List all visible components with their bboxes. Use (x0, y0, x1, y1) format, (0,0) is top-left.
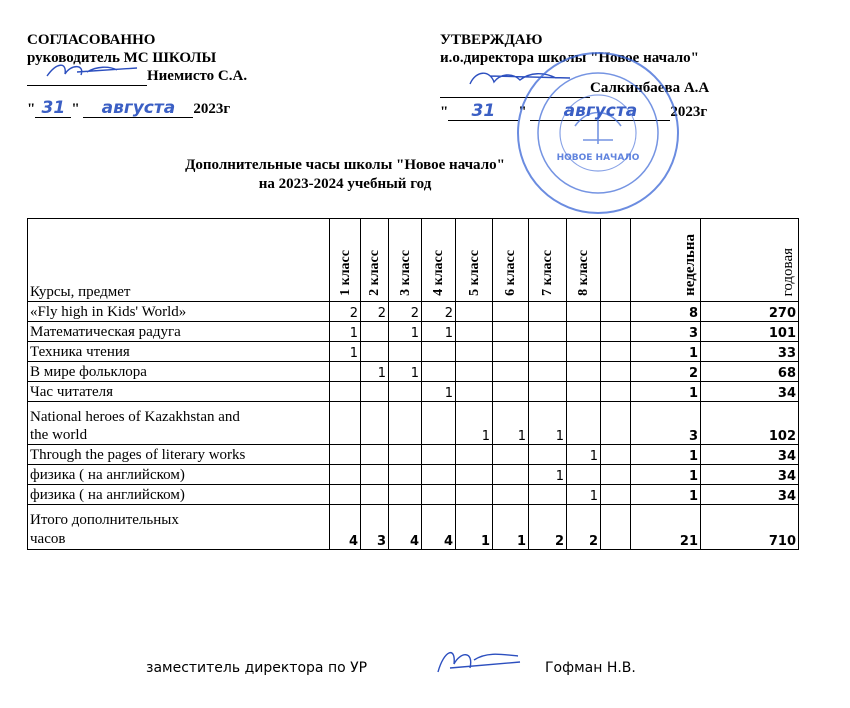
course-name: Математическая радуга (28, 322, 330, 342)
grade-cell (529, 362, 567, 382)
weekly-hours: 1 (631, 342, 701, 362)
right-approval-heading: УТВЕРЖДАЮ (440, 32, 543, 48)
grade-cell (361, 445, 389, 465)
yearly-header: годовая (701, 219, 799, 302)
grade-cell (493, 485, 529, 505)
grade-cell (601, 485, 631, 505)
grade-cell (601, 302, 631, 322)
total-row (28, 505, 799, 550)
table-row (28, 485, 799, 505)
grade-header (601, 219, 631, 302)
yearly-hours: 68 (701, 362, 799, 382)
doc-title-line1: Дополнительные часы школы "Новое начало" (185, 157, 505, 173)
grade-cell (389, 402, 422, 445)
grade-cell (493, 465, 529, 485)
grade-cell: 1 (456, 402, 493, 445)
grade-cell (493, 302, 529, 322)
grade-cell: 1 (361, 362, 389, 382)
left-approval-name: Ниемисто С.А. (147, 68, 248, 84)
right-date-day: 31 (448, 103, 518, 121)
grade-cell (601, 362, 631, 382)
table-row (28, 342, 799, 362)
grade-cell (389, 485, 422, 505)
grade-cell (361, 485, 389, 505)
grade-cell: 2 (422, 302, 456, 322)
grade-cell (422, 445, 456, 465)
left-signature-scribble (37, 60, 157, 80)
grade-cell (422, 485, 456, 505)
grade-cell (422, 342, 456, 362)
grade-cell: 2 (361, 302, 389, 322)
grade-cell: 1 (567, 485, 601, 505)
grade-cell (330, 485, 361, 505)
table-row (28, 382, 799, 402)
table-header-row (28, 219, 799, 302)
left-approval-signature-line (27, 68, 247, 86)
grade-cell (330, 445, 361, 465)
grade-cell: 1 (422, 382, 456, 402)
grade-cell (529, 485, 567, 505)
grade-cell (389, 342, 422, 362)
yearly-hours: 33 (701, 342, 799, 362)
grade-cell (330, 465, 361, 485)
right-approval-date: " 31 " августа 2023г (440, 101, 708, 121)
table-row (28, 302, 799, 322)
table-row (28, 402, 799, 445)
table-row (28, 322, 799, 342)
course-name: физика ( на английском) (28, 485, 330, 505)
left-date-year: 2023г (193, 101, 231, 117)
table-row (28, 445, 799, 465)
grade-cell: 1 (493, 402, 529, 445)
grade-cell (456, 362, 493, 382)
grade-cell (493, 322, 529, 342)
total-grade-cell: 3 (361, 505, 389, 550)
grade-cell (601, 342, 631, 362)
weekly-hours: 1 (631, 445, 701, 465)
grade-cell (567, 465, 601, 485)
grade-header: 1 класс (330, 219, 361, 302)
stamp-center-text: НОВОЕ НАЧАЛО (556, 153, 640, 163)
grade-cell (361, 465, 389, 485)
total-grade-cell: 1 (493, 505, 529, 550)
grade-cell (456, 342, 493, 362)
doc-title-line2: на 2023-2024 учебный год (258, 176, 432, 192)
yearly-hours: 34 (701, 382, 799, 402)
grade-cell (493, 362, 529, 382)
grade-cell (389, 465, 422, 485)
right-date-month: августа (530, 103, 670, 121)
course-name: Техника чтения (28, 342, 330, 362)
grade-cell (456, 485, 493, 505)
grade-cell (529, 445, 567, 465)
left-approval-date: " 31 " августа 2023г (27, 98, 231, 118)
weekly-hours: 2 (631, 362, 701, 382)
grade-cell (601, 402, 631, 445)
grade-header: 4 класс (422, 219, 456, 302)
grade-cell: 1 (529, 465, 567, 485)
grade-cell (529, 382, 567, 402)
right-date-year: 2023г (670, 104, 708, 120)
course-name: физика ( на английском) (28, 465, 330, 485)
grade-cell: 2 (330, 302, 361, 322)
grade-header: 6 класс (493, 219, 529, 302)
weekly-hours: 1 (631, 382, 701, 402)
left-date-month: августа (83, 100, 193, 118)
grade-cell (529, 342, 567, 362)
grade-cell (456, 445, 493, 465)
total-grade-cell: 1 (456, 505, 493, 550)
course-name: Час читателя (28, 382, 330, 402)
footer-signature (430, 642, 530, 682)
grade-cell: 1 (389, 362, 422, 382)
left-signature (27, 68, 147, 86)
grade-cell (567, 362, 601, 382)
grade-cell (361, 382, 389, 402)
footer-name: Гофман Н.В. (545, 660, 636, 676)
right-approval-role: и.о.директора школы "Новое начало" (440, 50, 699, 66)
grade-cell (422, 362, 456, 382)
grade-cell (493, 342, 529, 362)
weekly-hours: 3 (631, 402, 701, 445)
grade-header: 7 класс (529, 219, 567, 302)
grade-cell (422, 402, 456, 445)
yearly-hours: 34 (701, 445, 799, 465)
total-grade-cell: 4 (389, 505, 422, 550)
grade-cell (493, 382, 529, 402)
weekly-hours: 8 (631, 302, 701, 322)
grade-cell: 1 (567, 445, 601, 465)
grade-cell (529, 322, 567, 342)
grade-cell (601, 465, 631, 485)
weekly-hours: 3 (631, 322, 701, 342)
total-grade-cell: 4 (330, 505, 361, 550)
course-name: National heroes of Kazakhstan and the world (28, 402, 330, 445)
grade-cell (361, 322, 389, 342)
grade-cell (601, 445, 631, 465)
grade-cell (422, 465, 456, 485)
grade-cell: 1 (330, 322, 361, 342)
grade-cell (456, 302, 493, 322)
course-name: «Fly high in Kids' World» (28, 302, 330, 322)
total-yearly-hours: 710 (701, 505, 799, 550)
total-weekly-hours: 21 (631, 505, 701, 550)
grade-cell (529, 302, 567, 322)
grade-cell (601, 382, 631, 402)
grade-cell: 1 (529, 402, 567, 445)
grade-cell (330, 382, 361, 402)
grade-cell (361, 402, 389, 445)
grade-cell (601, 322, 631, 342)
grade-header: 5 класс (456, 219, 493, 302)
total-grade-cell (601, 505, 631, 550)
course-name: В мире фольклора (28, 362, 330, 382)
grade-cell (389, 445, 422, 465)
yearly-hours: 102 (701, 402, 799, 445)
grade-cell (361, 342, 389, 362)
grade-cell: 2 (389, 302, 422, 322)
yearly-hours: 270 (701, 302, 799, 322)
table-row (28, 465, 799, 485)
grade-cell: 1 (330, 342, 361, 362)
hours-table (27, 218, 799, 550)
grade-cell (456, 322, 493, 342)
grade-cell (456, 465, 493, 485)
yearly-hours: 34 (701, 465, 799, 485)
total-label: Итого дополнительных часов (28, 505, 330, 550)
grade-cell (567, 342, 601, 362)
course-column-header: Курсы, предмет (28, 219, 330, 302)
grade-header: 3 класс (389, 219, 422, 302)
grade-cell (567, 402, 601, 445)
left-date-day: 31 (35, 100, 71, 118)
grade-cell (389, 382, 422, 402)
course-name: Through the pages of literary works (28, 445, 330, 465)
weekly-hours: 1 (631, 465, 701, 485)
grade-cell (567, 322, 601, 342)
grade-cell: 1 (389, 322, 422, 342)
grade-cell (330, 362, 361, 382)
total-grade-cell: 2 (567, 505, 601, 550)
grade-header: 2 класс (361, 219, 389, 302)
table-row (28, 362, 799, 382)
weekly-header: недельна (631, 219, 701, 302)
left-approval-role: руководитель МС ШКОЛЫ (27, 50, 217, 66)
grade-cell (456, 382, 493, 402)
grade-cell: 1 (422, 322, 456, 342)
weekly-hours: 1 (631, 485, 701, 505)
grade-cell (493, 445, 529, 465)
grade-header: 8 класс (567, 219, 601, 302)
right-approval-name: Салкинбаева А.А (590, 80, 710, 96)
footer-role: заместитель директора по УР (146, 660, 368, 676)
grade-cell (330, 402, 361, 445)
left-approval-heading: СОГЛАСОВАННО (27, 32, 156, 48)
grade-cell (567, 302, 601, 322)
yearly-hours: 34 (701, 485, 799, 505)
total-grade-cell: 2 (529, 505, 567, 550)
total-grade-cell: 4 (422, 505, 456, 550)
grade-cell (567, 382, 601, 402)
yearly-hours: 101 (701, 322, 799, 342)
